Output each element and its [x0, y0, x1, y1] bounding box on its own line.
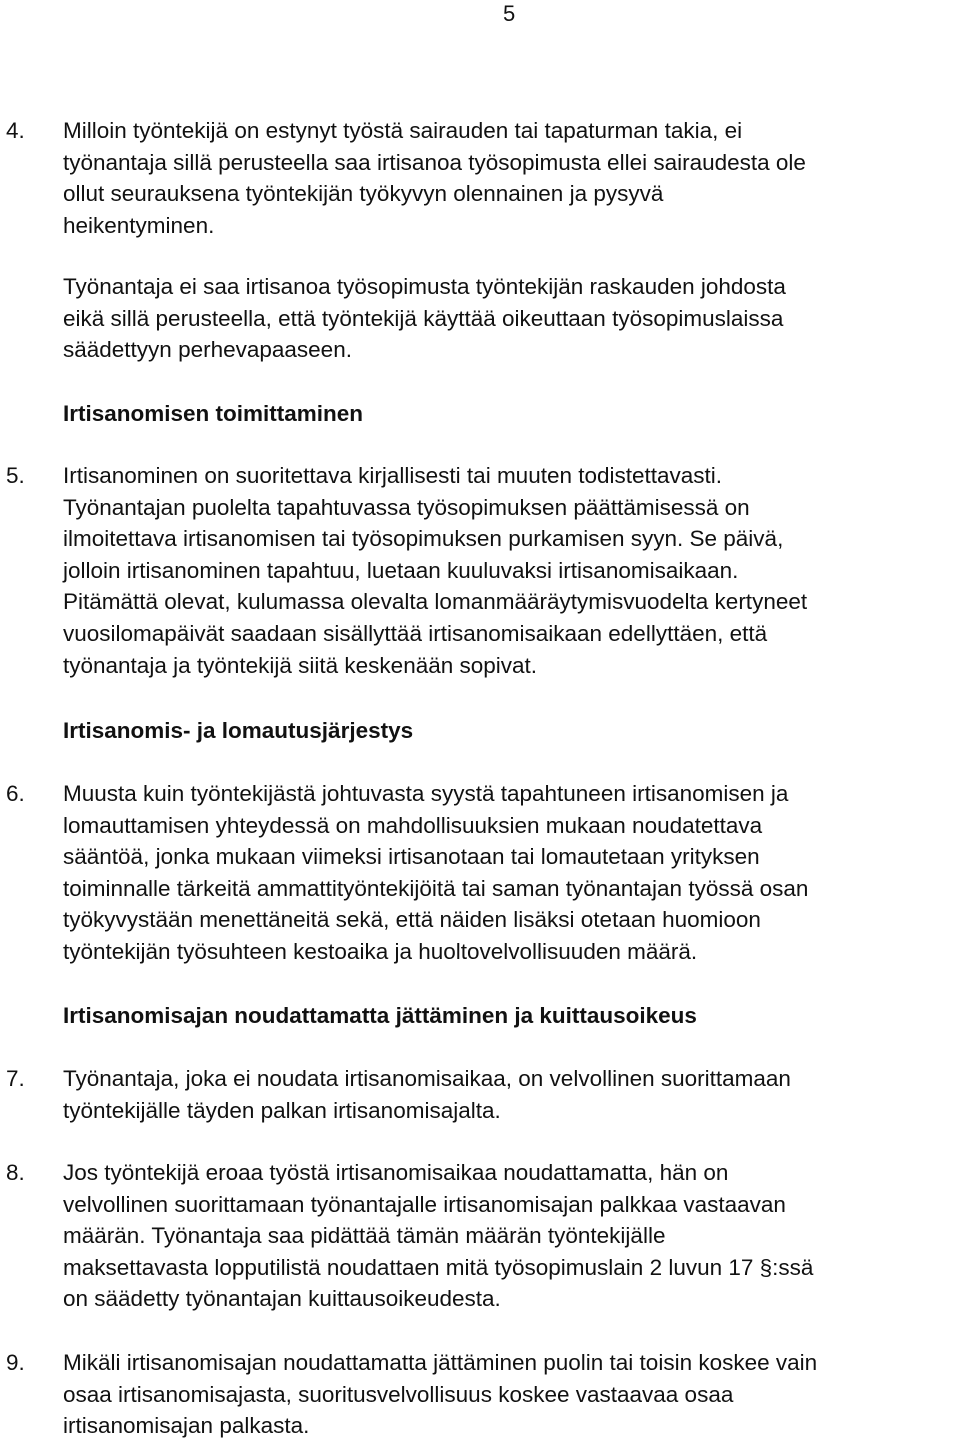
section-number: 4.	[6, 118, 25, 143]
text-line: maksettavasta lopputilistä noudattaen mitä työsopimuslain 2 luvun 17 §:ssä	[63, 1254, 814, 1280]
text-line: työkyvystään menettäneitä sekä, että näiden lisäksi otetaan huomioon	[63, 907, 761, 933]
text-line: Pitämättä olevat, kulumassa olevalta lomanmääräytymisvuodelta kertyneet	[63, 589, 808, 615]
section-number: 9.	[6, 1350, 25, 1375]
section-heading: Irtisanomisen toimittaminen	[63, 401, 364, 426]
section-number: 8.	[6, 1160, 25, 1185]
text-line: työntekijän työsuhteen kestoaika ja huoltovelvollisuuden määrä.	[63, 938, 698, 964]
text-line: velvollinen suorittamaan työnantajalle irtisanomisajan palkkaa vastaavan	[63, 1191, 786, 1217]
text-line: määrän. Työnantaja saa pidättää tämän määrän työntekijälle	[63, 1223, 666, 1249]
section-paragraph	[63, 460, 960, 681]
text-line: irtisanomisajan palkasta.	[63, 1413, 310, 1439]
text-line: ilmoitettava irtisanomisen tai työsopimuksen purkamisen syyn. Se päivä,	[63, 526, 784, 552]
text-line: sääntöä, jonka mukaan viimeksi irtisanotaan tai lomautetaan yrityksen	[63, 844, 760, 870]
section-paragraph	[63, 115, 960, 241]
text-line: toiminnalle tärkeitä ammattityöntekijöitä tai saman työnantajan työssä osan	[63, 875, 809, 901]
page-number: 5	[503, 1, 516, 26]
section-paragraph	[63, 1063, 960, 1126]
text-line: Työnantajan puolelta tapahtuvassa työsopimuksen päättämisessä on	[63, 494, 750, 520]
text-line: on säädetty työnantajan kuittausoikeudesta.	[63, 1286, 501, 1312]
text-line: heikentyminen.	[63, 212, 215, 238]
text-line: työnantaja ja työntekijä siitä keskenään sopivat.	[63, 652, 538, 678]
text-line: Työnantaja ei saa irtisanoa työsopimusta työntekijän raskauden johdosta	[63, 274, 786, 299]
text-line: Muusta kuin työntekijästä johtuvasta syystä tapahtuneen irtisanomisen ja	[63, 781, 789, 806]
section-paragraph	[63, 1347, 960, 1442]
text-line: Milloin työntekijä on estynyt työstä sairauden tai tapaturman takia, ei	[63, 118, 743, 143]
section-heading: Irtisanomisajan noudattamatta jättäminen ja kuittausoikeus	[63, 1003, 697, 1028]
section-paragraph	[63, 778, 960, 968]
section-paragraph	[63, 271, 960, 366]
section-number: 7.	[6, 1066, 25, 1091]
text-line: lomauttamisen yhteydessä on mahdollisuuksien mukaan noudatettava	[63, 812, 763, 838]
section-number: 5.	[6, 463, 25, 488]
text-line: eikä sillä perusteella, että työntekijä käyttää oikeuttaan työsopimuslaissa	[63, 305, 784, 331]
text-line: Työnantaja, joka ei noudata irtisanomisaikaa, on velvollinen suorittamaan	[63, 1066, 791, 1091]
text-line: työntekijälle täyden palkan irtisanomisajalta.	[63, 1097, 501, 1123]
text-line: jolloin irtisanominen tapahtuu, luetaan kuuluvaksi irtisanomisaikaan.	[63, 557, 739, 583]
text-line: osaa irtisanomisajasta, suoritusvelvollisuus koskee vastaavaa osaa	[63, 1381, 734, 1407]
section-paragraph	[63, 1157, 960, 1315]
text-line: Jos työntekijä eroaa työstä irtisanomisaikaa noudattamatta, hän on	[63, 1160, 729, 1185]
section-heading: Irtisanomis- ja lomautusjärjestys	[63, 718, 414, 743]
text-line: Mikäli irtisanomisajan noudattamatta jättäminen puolin tai toisin koskee vain	[63, 1350, 818, 1375]
text-line: ollut seurauksena työntekijän työkyvyn olennainen ja pysyvä	[63, 181, 664, 207]
section-number: 6.	[6, 781, 25, 806]
text-line: vuosilomapäivät saadaan sisällyttää irtisanomisaikaan edellyttäen, että	[63, 620, 768, 646]
text-line: Irtisanominen on suoritettava kirjallisesti tai muuten todistettavasti.	[63, 463, 723, 488]
text-line: säädettyyn perhevapaaseen.	[63, 337, 352, 363]
text-line: työnantaja sillä perusteella saa irtisanoa työsopimusta ellei sairaudesta ole	[63, 149, 806, 175]
